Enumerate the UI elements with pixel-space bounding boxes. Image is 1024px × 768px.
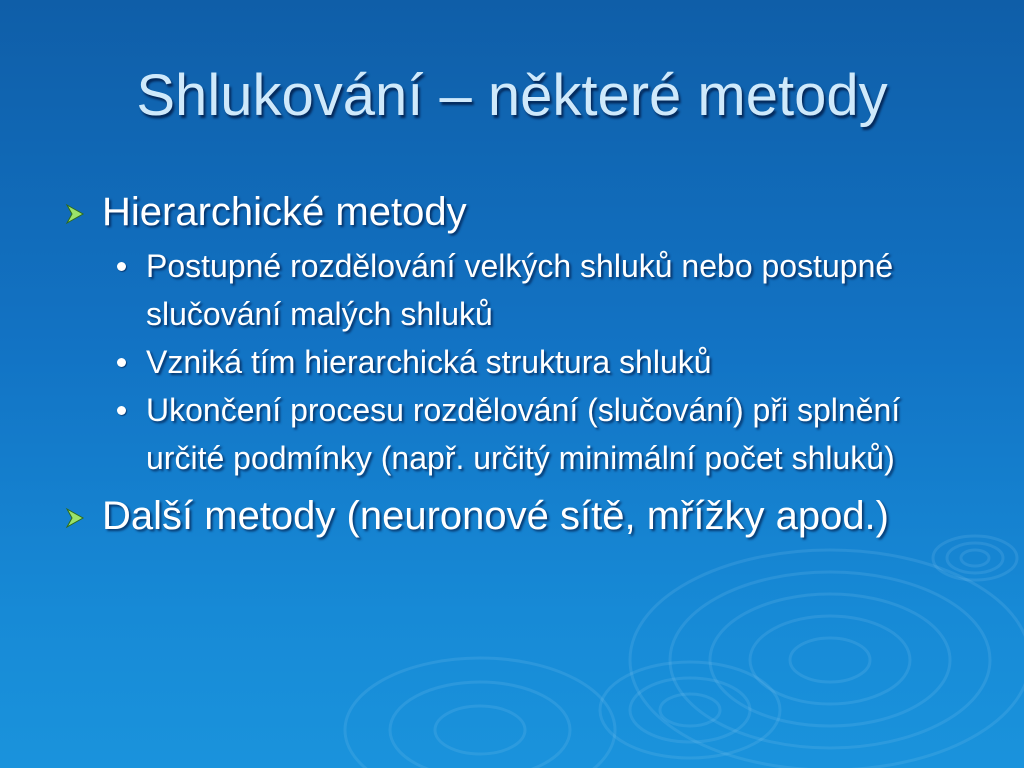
list-item-level2	[116, 242, 980, 338]
list-item-level1	[60, 492, 980, 540]
arrow-bullet-icon	[64, 203, 86, 225]
slide-title: Shlukování – některé metody	[136, 63, 888, 128]
list-item-level1	[60, 188, 980, 236]
bullet-list	[60, 188, 980, 546]
list-item-label: Ukončení procesu rozdělování (slučování) při splnění určité podmínky (např. určitý minimální počet shluků)	[146, 392, 901, 476]
list-item-level2	[116, 386, 980, 482]
list-item-label: Postupné rozdělování velkých shluků nebo postupné slučování malých shluků	[146, 248, 894, 332]
list-item-label: Další metody (neuronové sítě, mřížky apod.)	[102, 494, 889, 538]
round-bullet-icon	[117, 262, 126, 271]
arrow-bullet-icon	[64, 507, 86, 529]
list-item-level2	[116, 338, 980, 386]
list-item-label: Vzniká tím hierarchická struktura shluků	[146, 344, 712, 380]
sub-list	[60, 242, 980, 482]
round-bullet-icon	[117, 358, 126, 367]
list-item-label: Hierarchické metody	[102, 190, 467, 234]
round-bullet-icon	[117, 406, 126, 415]
